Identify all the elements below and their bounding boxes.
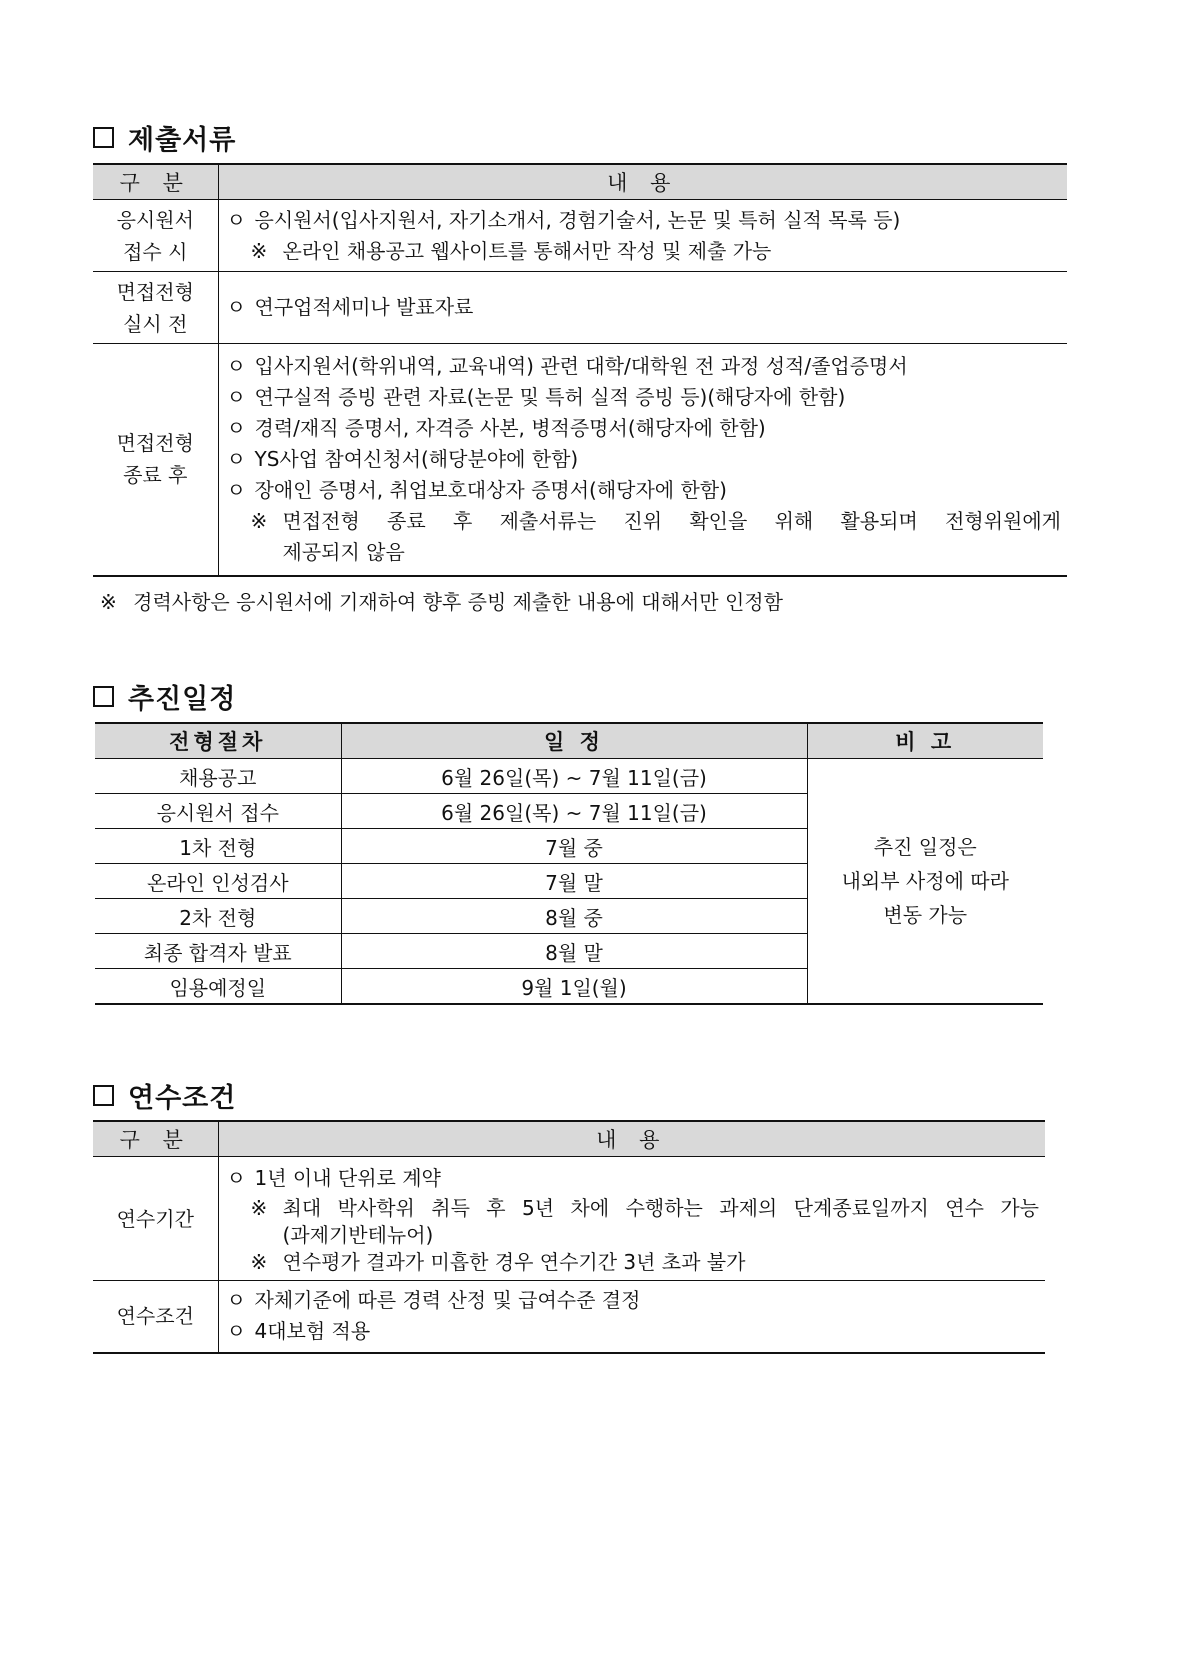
step-cell: 응시원서 접수 xyxy=(95,794,341,829)
documents-table xyxy=(93,163,1067,577)
note-item: ※ 연수평가 결과가 미흡한 경우 연수기간 3년 초과 불가 xyxy=(250,1250,746,1274)
step-cell: 온라인 인성검사 xyxy=(95,864,341,899)
step-cell: 최종 합격자 발표 xyxy=(95,934,341,969)
section-title-training: 연수조건 xyxy=(93,1076,236,1115)
row-content xyxy=(218,344,1067,576)
header-content: 내 용 xyxy=(218,1121,1045,1157)
header-category: 구 분 xyxy=(93,1121,218,1157)
date-cell: 9월 1일(월) xyxy=(341,969,807,1005)
row-category: 응시원서 접수 시 xyxy=(93,200,218,272)
note-continuation: (과제기반테뉴어) xyxy=(282,1223,434,1247)
table-row xyxy=(93,200,1067,272)
table-row xyxy=(93,1157,1045,1281)
note-item: ※ 온라인 채용공고 웹사이트를 통해서만 작성 및 제출 가능 xyxy=(250,238,772,263)
table-row xyxy=(93,344,1067,576)
date-cell: 8월 말 xyxy=(341,934,807,969)
checkbox-icon xyxy=(93,127,114,148)
list-item: ㅇ YS사업 참여신청서(해당분야에 한함) xyxy=(226,446,579,471)
date-cell: 7월 중 xyxy=(341,829,807,864)
step-cell: 1차 전형 xyxy=(95,829,341,864)
list-item: ㅇ 경력/재직 증명서, 자격증 사본, 병적증명서(해당자에 한함) xyxy=(226,415,766,440)
checkbox-icon xyxy=(93,1085,114,1106)
table-row xyxy=(93,272,1067,344)
note-item: ※ 면접전형 종료 후 제출서류는 진위 확인을 위해 활용되며 전형위원에게 xyxy=(250,508,1061,533)
table-header xyxy=(95,723,1043,759)
list-item: ㅇ 4대보험 적용 xyxy=(226,1319,371,1344)
row-content xyxy=(218,272,1067,344)
list-item: ㅇ 입사지원서(학위내역, 교육내역) 관련 대학/대학원 전 과정 성적/졸업증명서 xyxy=(226,353,908,378)
documents-footnote: ※ 경력사항은 응시원서에 기재하여 향후 증빙 제출한 내용에 대해서만 인정함 xyxy=(100,590,783,614)
table-header xyxy=(93,1121,1045,1157)
schedule-table xyxy=(95,722,1043,1005)
header-category: 구 분 xyxy=(93,164,218,200)
row-content xyxy=(218,1281,1045,1353)
list-item: ㅇ 연구실적 증빙 관련 자료(논문 및 특허 실적 증빙 등)(해당자에 한함) xyxy=(226,384,846,409)
list-item: ㅇ 응시원서(입사지원서, 자기소개서, 경험기술서, 논문 및 특허 실적 목록 등) xyxy=(226,207,901,232)
date-cell: 6월 26일(목) ~ 7월 11일(금) xyxy=(341,759,807,794)
row-category: 면접전형 종료 후 xyxy=(93,344,218,576)
step-cell: 임용예정일 xyxy=(95,969,341,1005)
list-item: ㅇ 자체기준에 따른 경력 산정 및 급여수준 결정 xyxy=(226,1288,641,1313)
date-cell: 6월 26일(목) ~ 7월 11일(금) xyxy=(341,794,807,829)
row-content xyxy=(218,200,1067,272)
list-item: ㅇ 1년 이내 단위로 계약 xyxy=(226,1166,441,1190)
date-cell: 8월 중 xyxy=(341,899,807,934)
training-table xyxy=(93,1120,1045,1354)
row-category: 연수조건 xyxy=(93,1281,218,1353)
table-header xyxy=(93,164,1067,200)
list-item: ㅇ 연구업적세미나 발표자료 xyxy=(226,295,474,319)
row-content xyxy=(218,1157,1045,1281)
remark-cell: 추진 일정은 내외부 사정에 따라 변동 가능 xyxy=(807,759,1043,1005)
row-category: 연수기간 xyxy=(93,1157,218,1281)
checkbox-icon xyxy=(93,686,114,707)
date-cell: 7월 말 xyxy=(341,864,807,899)
note-continuation: 제공되지 않음 xyxy=(282,539,405,564)
section-title-documents: 제출서류 xyxy=(93,118,236,157)
step-cell: 2차 전형 xyxy=(95,899,341,934)
row-category: 면접전형 실시 전 xyxy=(93,272,218,344)
list-item: ㅇ 장애인 증명서, 취업보호대상자 증명서(해당자에 한함) xyxy=(226,477,727,502)
header-content: 내 용 xyxy=(218,164,1067,200)
header-date: 일 정 xyxy=(341,723,807,759)
table-row xyxy=(93,1281,1045,1353)
table-row xyxy=(95,759,1043,794)
section-title-schedule: 추진일정 xyxy=(93,677,236,716)
header-step: 전형절차 xyxy=(95,723,341,759)
step-cell: 채용공고 xyxy=(95,759,341,794)
header-remark: 비 고 xyxy=(807,723,1043,759)
note-item: ※ 최대 박사학위 취득 후 5년 차에 수행하는 과제의 단계종료일까지 연수 가능 xyxy=(250,1196,1039,1220)
